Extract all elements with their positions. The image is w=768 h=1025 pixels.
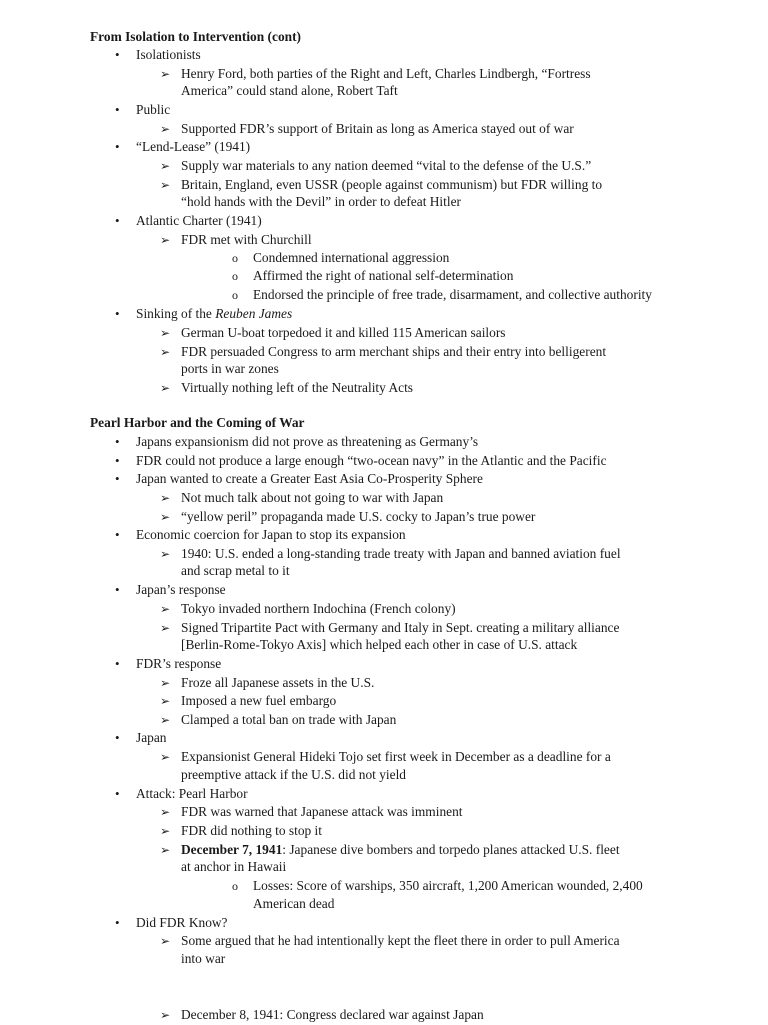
list-item: Japans expansionism did not prove as threatening as Germany’s [136, 434, 479, 449]
list-item-continued: “hold hands with the Devil” in order to defeat Hitler [181, 194, 462, 209]
bullet-icon: • [115, 656, 120, 671]
arrow-bullet-icon: ➢ [160, 750, 171, 764]
bullet-icon: • [115, 915, 120, 930]
arrow-bullet-icon: ➢ [160, 67, 171, 81]
list-item: FDR was warned that Japanese attack was imminent [181, 804, 463, 819]
list-item: Did FDR Know? [136, 915, 228, 930]
arrow-bullet-icon: ➢ [160, 233, 171, 247]
list-item: FDR persuaded Congress to arm merchant ships and their entry into belligerent [181, 344, 607, 359]
list-item: Froze all Japanese assets in the U.S. [181, 675, 375, 690]
list-item: Imposed a new fuel embargo [181, 693, 337, 708]
list-item: Attack: Pearl Harbor [136, 786, 248, 801]
list-item-continued: and scrap metal to it [181, 563, 290, 578]
list-item: 1940: U.S. ended a long-standing trade treaty with Japan and banned aviation fuel [181, 546, 621, 561]
bullet-icon: • [115, 434, 120, 449]
list-item: FDR could not produce a large enough “two-ocean navy” in the Atlantic and the Pacific [136, 453, 607, 468]
list-item: German U-boat torpedoed it and killed 115 American sailors [181, 325, 506, 340]
attack-date: December 7, 1941 [181, 842, 283, 857]
section-heading-pearl-harbor: Pearl Harbor and the Coming of War [90, 415, 305, 430]
arrow-bullet-icon: ➢ [160, 345, 171, 359]
arrow-bullet-icon: ➢ [160, 805, 171, 819]
list-item: “Lend-Lease” (1941) [136, 139, 251, 154]
bullet-icon: • [115, 730, 120, 745]
bullet-icon: • [115, 139, 120, 154]
list-item: “yellow peril” propaganda made U.S. cocky to Japan’s true power [181, 509, 536, 524]
bullet-icon: • [115, 306, 120, 321]
list-item: Economic coercion for Japan to stop its expansion [136, 527, 406, 542]
list-item: Supported FDR’s support of Britain as long as America stayed out of war [181, 121, 574, 136]
list-item: FDR did nothing to stop it [181, 823, 322, 838]
list-item-continued: ports in war zones [181, 361, 279, 376]
bullet-icon: • [115, 582, 120, 597]
arrow-bullet-icon: ➢ [160, 934, 171, 948]
list-item-continued: into war [181, 951, 226, 966]
list-item [181, 841, 711, 860]
arrow-bullet-icon: ➢ [160, 602, 171, 616]
list-item: Some argued that he had intentionally kept the fleet there in order to pull America [181, 933, 620, 948]
list-item: Japan wanted to create a Greater East Asia Co-Prosperity Sphere [136, 471, 483, 486]
arrow-bullet-icon: ➢ [160, 178, 171, 192]
arrow-bullet-icon: ➢ [160, 381, 171, 395]
list-item: Britain, England, even USSR (people against communism) but FDR willing to [181, 177, 603, 192]
list-item: Affirmed the right of national self-determination [253, 268, 514, 283]
list-item-continued: America” could stand alone, Robert Taft [181, 83, 398, 98]
list-item: Tokyo invaded northern Indochina (French colony) [181, 601, 456, 616]
list-item: Japan [136, 730, 167, 745]
list-item-continued: American dead [253, 896, 335, 911]
arrow-bullet-icon: ➢ [160, 1008, 171, 1022]
list-item: Virtually nothing left of the Neutrality Acts [181, 380, 413, 395]
section-heading-isolation: From Isolation to Intervention (cont) [90, 29, 302, 44]
arrow-bullet-icon: ➢ [160, 326, 171, 340]
arrow-bullet-icon: ➢ [160, 159, 171, 173]
list-item-continued: at anchor in Hawaii [181, 859, 287, 874]
arrow-bullet-icon: ➢ [160, 621, 171, 635]
arrow-bullet-icon: ➢ [160, 122, 171, 136]
list-item: Atlantic Charter (1941) [136, 213, 262, 228]
list-item: Isolationists [136, 47, 201, 62]
list-item [136, 305, 696, 324]
list-item: Japan’s response [136, 582, 226, 597]
list-item: Signed Tripartite Pact with Germany and Italy in Sept. creating a military alliance [181, 620, 620, 635]
list-item: Supply war materials to any nation deemed “vital to the defense of the U.S.” [181, 158, 592, 173]
list-item: Expansionist General Hideki Tojo set first week in December as a deadline for a [181, 749, 611, 764]
arrow-bullet-icon: ➢ [160, 694, 171, 708]
bullet-icon: • [115, 471, 120, 486]
list-item: Public [136, 102, 171, 117]
list-item: FDR met with Churchill [181, 232, 312, 247]
list-item-continued: [Berlin-Rome-Tokyo Axis] which helped each other in case of U.S. attack [181, 637, 578, 652]
bullet-icon: • [115, 213, 120, 228]
bullet-icon: • [115, 527, 120, 542]
bullet-icon: • [115, 453, 120, 468]
list-item: Condemned international aggression [253, 250, 450, 265]
list-item: Losses: Score of warships, 350 aircraft, 1,200 American wounded, 2,400 [253, 878, 643, 893]
arrow-bullet-icon: ➢ [160, 843, 171, 857]
bullet-icon: • [115, 102, 120, 117]
circle-bullet-icon: o [232, 251, 238, 265]
list-item-text: : Japanese dive bombers and torpedo planes attacked U.S. fleet [282, 842, 620, 857]
bullet-icon: • [115, 47, 120, 62]
arrow-bullet-icon: ➢ [160, 676, 171, 690]
circle-bullet-icon: o [232, 269, 238, 283]
circle-bullet-icon: o [232, 879, 238, 893]
arrow-bullet-icon: ➢ [160, 824, 171, 838]
list-item: December 8, 1941: Congress declared war against Japan [181, 1007, 484, 1022]
list-item-continued: preemptive attack if the U.S. did not yield [181, 767, 406, 782]
ship-name: Reuben James [215, 306, 293, 321]
circle-bullet-icon: o [232, 288, 238, 302]
list-item-text: Sinking of the [136, 306, 216, 321]
arrow-bullet-icon: ➢ [160, 491, 171, 505]
list-item: Endorsed the principle of free trade, disarmament, and collective authority [253, 287, 652, 302]
list-item: Not much talk about not going to war with Japan [181, 490, 444, 505]
list-item: Clamped a total ban on trade with Japan [181, 712, 397, 727]
list-item: Henry Ford, both parties of the Right and Left, Charles Lindbergh, “Fortress [181, 66, 591, 81]
arrow-bullet-icon: ➢ [160, 713, 171, 727]
bullet-icon: • [115, 786, 120, 801]
arrow-bullet-icon: ➢ [160, 547, 171, 561]
list-item: FDR’s response [136, 656, 222, 671]
arrow-bullet-icon: ➢ [160, 510, 171, 524]
